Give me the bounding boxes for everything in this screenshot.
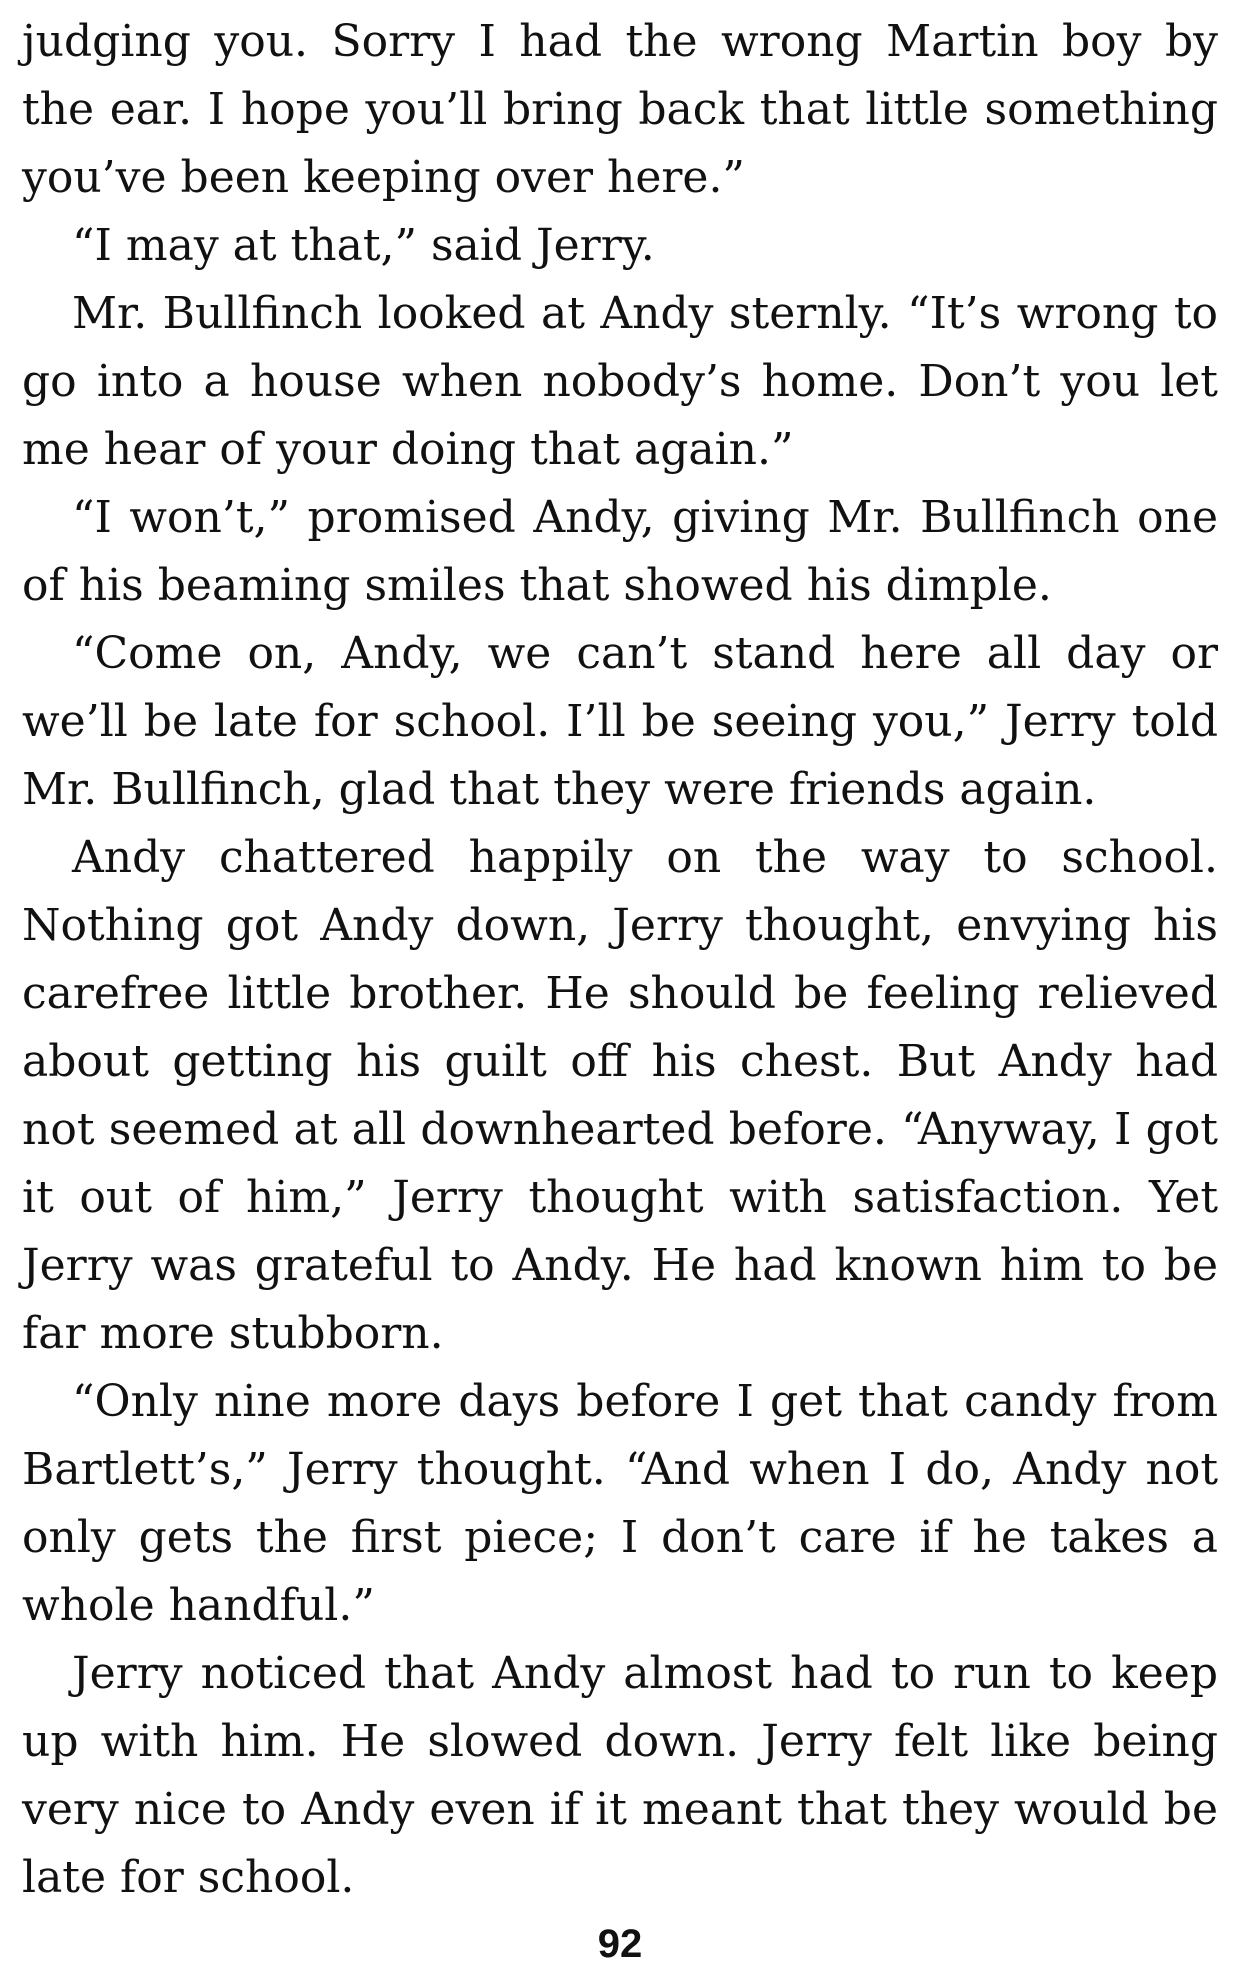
book-page [22,0,1218,1988]
paragraph-7: “Only nine more days before I get that candy from Bartlett’s,” Jerry thought. “And when I do, Andy not only gets the first piece; I don’t care if he takes a whole handful.” [22,1376,1218,1631]
paragraph-3: Mr. Bullfinch looked at Andy sternly. “It’s wrong to go into a house when nobody’s home. Don’t you let me hear of your doing that again.” [22,288,1218,475]
body-text [22,8,1218,1912]
paragraph-2: “I may at that,” said Jerry. [72,220,655,271]
paragraph-6: Andy chattered happily on the way to school. Nothing got Andy down, Jerry thought, envying his carefree little brother. He should be feeling relieved about getting his guilt off his chest. But Andy had not seemed at all downhearted before. “Anyway, I got it out of him,” Jerry thought with satisfaction. Yet Jerry was grateful to Andy. He had known him to be far more stubborn. [22,832,1218,1359]
paragraph-1: judging you. Sorry I had the wrong Martin boy by the ear. I hope you’ll bring back that little something you’ve been keeping over here.” [22,16,1218,203]
paragraph-4: “I won’t,” promised Andy, giving Mr. Bullfinch one of his beaming smiles that showed his dimple. [22,492,1218,611]
page-number: 92 [597,1922,643,1966]
paragraph-5: “Come on, Andy, we can’t stand here all day or we’ll be late for school. I’ll be seeing you,” Jerry told Mr. Bullfinch, glad that they were friends again. [22,628,1218,815]
paragraph-8: Jerry noticed that Andy almost had to run to keep up with him. He slowed down. Jerry felt like being very nice to Andy even if it meant that they would be late for school. [22,1648,1218,1903]
